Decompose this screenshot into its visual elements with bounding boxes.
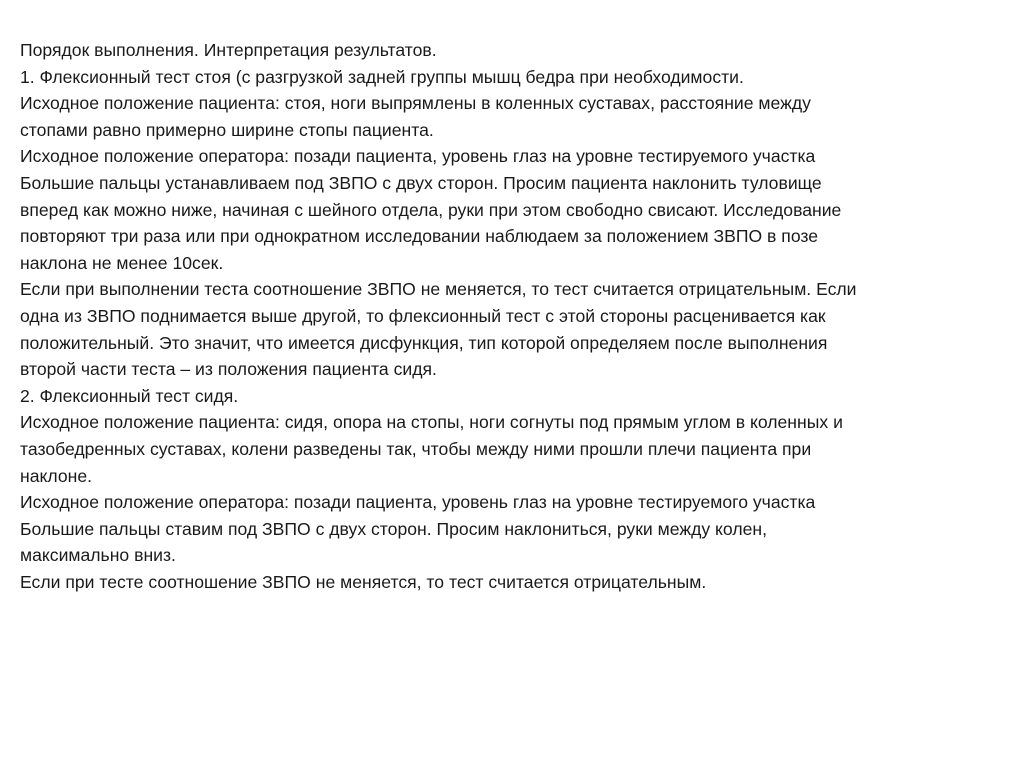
text-line-test1-title: 1. Флексионный тест стоя (с разгрузкой задней группы мышц бедра при необходимости.	[20, 66, 744, 87]
text-line: положительный. Это значит, что имеется дисфункция, тип которой определяем после выполнения	[20, 332, 828, 353]
text-line: Большие пальцы ставим под ЗВПО с двух сторон. Просим наклониться, руки между колен,	[20, 518, 767, 539]
text-line: вперед как можно ниже, начиная с шейного отдела, руки при этом свободно свисают. Исследование	[20, 199, 842, 220]
text-line: тазобедренных суставах, колени разведены так, чтобы между ними прошли плечи пациента при	[20, 438, 812, 459]
text-line: стопами равно примерно ширине стопы пациента.	[20, 119, 434, 140]
text-line: Если при выполнении теста соотношение ЗВПО не меняется, то тест считается отрицательным. Если	[20, 279, 857, 300]
text-line-test2-title: 2. Флексионный тест сидя.	[20, 385, 239, 406]
text-line-heading: Порядок выполнения. Интерпретация результатов.	[20, 40, 437, 60]
text-line: одна из ЗВПО поднимается выше другой, то флексионный тест с этой стороны расценивается как	[20, 305, 826, 326]
text-line: повторяют три раза или при однократном исследовании наблюдаем за положением ЗВПО в позе	[20, 226, 819, 247]
text-line: второй части теста – из положения пациента сидя.	[20, 359, 437, 380]
text-line: максимально вниз.	[20, 545, 176, 566]
text-line: Исходное положение пациента: сидя, опора на стопы, ноги согнуты под прямым углом в коленных и	[20, 412, 843, 433]
text-line: Исходное положение оператора: позади пациента, уровень глаз на уровне тестируемого участка	[20, 146, 816, 167]
text-line: Исходное положение оператора: позади пациента, уровень глаз на уровне тестируемого участка	[20, 492, 816, 513]
text-line: Исходное положение пациента: стоя, ноги выпрямлены в коленных суставах, расстояние между	[20, 93, 811, 114]
text-line: Большие пальцы устанавливаем под ЗВПО с двух сторон. Просим пациента наклонить туловище	[20, 172, 822, 193]
body-text	[20, 37, 1015, 595]
text-line: наклоне.	[20, 465, 93, 486]
text-line: Если при тесте соотношение ЗВПО не меняется, то тест считается отрицательным.	[20, 571, 707, 592]
text-line: наклона не менее 10сек.	[20, 252, 224, 273]
